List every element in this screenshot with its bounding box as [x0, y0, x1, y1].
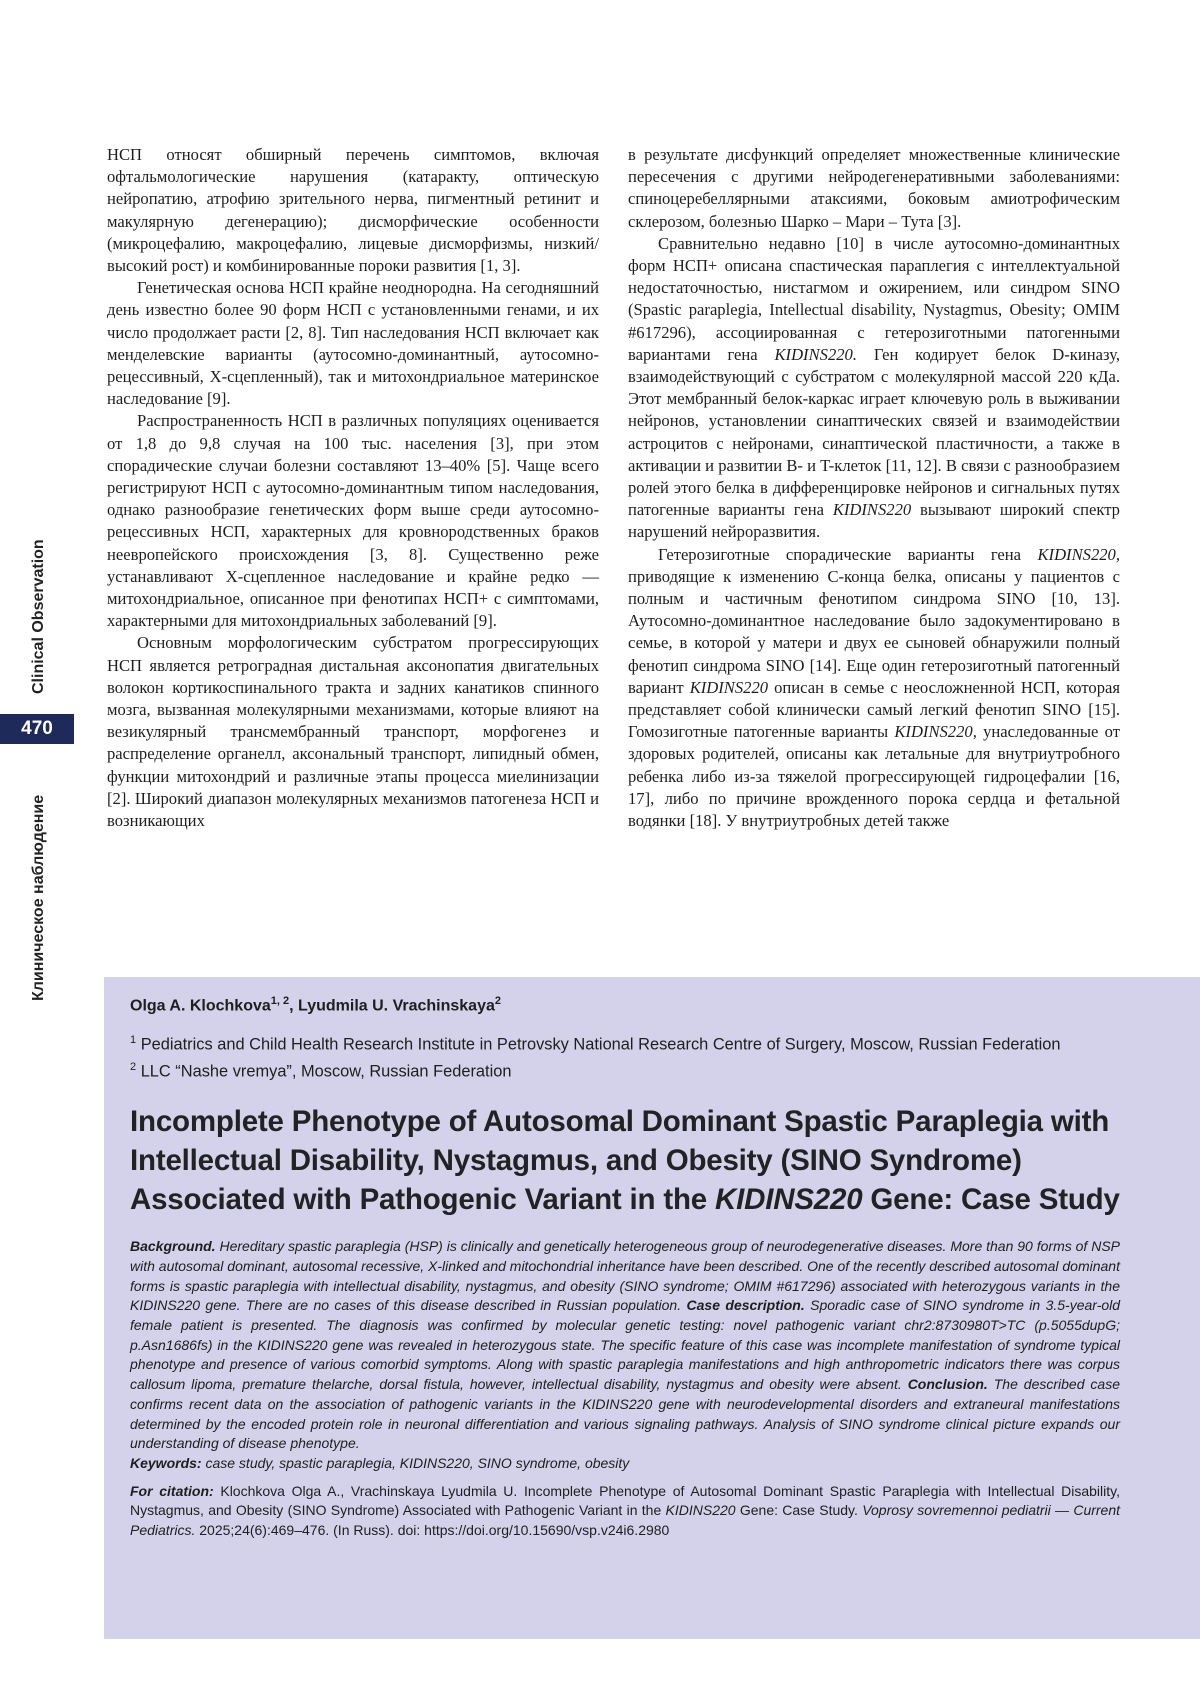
paragraph: НСП относят обширный перечень симптомов, включая офтальмологические нарушения (катаракту, оптическую нейропатию, атрофию зрительного нерва, пигментный ретинит и макулярную дегенерацию); дисморфические особенности (микроцефалию, макроцефалию, лицевые дисморфизмы, низкий/высокий рост) и комбинированные пороки развития [1, 3].: [107, 145, 599, 276]
gene-name: KIDINS220,: [1037, 544, 1120, 564]
affiliation-2: $^2$ LLC “Nashe vremya”, Moscow, Russian Federation: [130, 1060, 512, 1081]
paragraph: Основным морфологическим субстратом прогрессирующих НСП является ретроградная дистальная аксонопатия двигательных волокон кортикоспинального тракта и задних канатиков спинного мозга, вызванная молекулярными механизмами, которые влияют на везикулярный трансмембранный транспорт, морфогенез и распределение органелл, аксональный транспорт, липидный обмен, функции митохондрий и различные этапы процесса миелинизации [2]. Широкий диапазон молекулярных механизмов патогенеза НСП и возникающих: [107, 633, 599, 831]
section-label-ru: Клиническое наблюдение: [30, 794, 47, 1001]
citation: For citation: Klochkova Olga A., Vrachinskaya Lyudmila U. Incomplete Phenotype of Autosomal Dominant Spastic Paraplegia with Intellectual Disability, Nystagmus, and Obesity (SINO Syndrome) Associated with Pathogenic Variant in the KIDINS220 Gene: Case Study. Voprosy sovremennoi pediatrii — Current Pediatrics. 2025;24(6):469–476. (In Russ). doi: https://doi.org/10.15690/vsp.v24i6.2980: [130, 1482, 1121, 1539]
paragraph: Распространенность НСП в различных популяциях оценивается от 1,8 до 9,8 случая на 100 тыс. населения [3], при этом спорадические случаи болезни составляют 13–40% [5]. Чаще всего регистрируют НСП с аутосомно-доминантным типом наследования, однако разнообразие генетических форм выше среди аутосомно-рецессивных НСП, характерных для кровнородственных браков неевропейского происхождения [3, 8]. Существенно реже устанавливают X-сцепленное наследование и крайне редко — митохондриальное, описанное при фенотипах НСП+ с симптомами, характерными для митохондриальных заболеваний [9].: [107, 411, 599, 631]
gene-name: KIDINS220: [689, 677, 769, 697]
affiliation-1: $^1$ Pediatrics and Child Health Research Institute in Petrovsky National Research Centre of Surgery, Moscow, Russian Federation: [130, 1034, 1061, 1054]
keywords: Keywords: case study, spastic paraplegia, KIDINS220, SINO syndrome, obesity: [130, 1455, 630, 1471]
authors: Olga A. Klochkova$^{1, 2}$, Lyudmila U. Vrachinskaya$^2$: [130, 995, 501, 1015]
english-abstract-box: [104, 977, 1200, 1639]
body-column-right: [628, 144, 1120, 832]
gene-name: KIDINS220,: [894, 722, 977, 742]
body-column-left: [107, 144, 599, 832]
page-number: 470: [0, 714, 74, 744]
paragraph: Гетерозиготные спорадические варианты гена KIDINS220, приводящие к изменению C-конца белка, описаны у пациентов с полным и частичным фенотипом синдрома SINO [10, 13]. Аутосомно-доминантное наследование было задокументировано в семье, в которой у матери и двух ее сыновей обнаружили полный фенотип синдрома SINO [14]. Еще один гетерозиготный патогенный вариант KIDINS220 описан в семье с неосложненной НСП, которая представляет собой клинически самый легкий фенотип SINO [15]. Гомозиготные патогенные варианты KIDINS220, унаследованные от здоровых родителей, описаны как летальные для внутриутробного ребенка либо из-за тяжелой прогрессирующей гидроцефалии [16, 17], либо по причине врожденного порока сердца и фетальной водянки [18]. У внутриутробных детей также: [628, 544, 1120, 831]
section-label-en: Clinical Observation: [30, 539, 47, 694]
gene-name: KIDINS220: [832, 500, 912, 520]
abstract-text: Background. Hereditary spastic paraplegia (HSP) is clinically and genetically heterogeneous group of neurodegenerative diseases. More than 90 forms of NSP with autosomal dominant, autosomal recessive, X-linked and mitochondrial inheritance have been described. One of the recently described autosomal dominant forms is spastic paraplegia with intellectual disability, nystagmus, and obesity (SINO syndrome; OMIM #617296) associated with heterozygous variants in the KIDINS220 gene. There are no cases of this disease described in Russian population. Case description. Sporadic case of SINO syndrome in 3.5-year-old female patient is presented. The diagnosis was confirmed by molecular genetic testing: novel pathogenic variant chr2:8730980T>TC (p.5055dupG; p.Asn1686fs) in the KIDINS220 gene was revealed in heterozygous state. The specific feature of this case was incomplete manifestation of syndrome typical phenotype and presence of various comorbid symptoms. Along with spastic paraplegia manifestations and high anthropometric indicators there was corpus callosum lipoma, premature thelarche, dorsal fistula, however, intellectual disability, nystagmus and obesity were absent. Conclusion. The described case confirms recent data on the association of pathogenic variants in the KIDINS220 gene with neurodevelopmental disorders and extraneural manifestations determined by the encoded protein role in neuronal differentiation and various signaling pathways. Analysis of SINO syndrome clinical picture expands our understanding of disease phenotype.: [130, 1238, 1121, 1452]
article-title-en: Incomplete Phenotype of Autosomal Dominant Spastic Paraplegia with Intellectual Disability, Nystagmus, and Obesity (SINO Syndrome) Associated with Pathogenic Variant in the KIDINS220 Gene: Case Study: [130, 1105, 1120, 1217]
gene-name: KIDINS220.: [774, 344, 857, 364]
paragraph: Сравнительно недавно [10] в числе аутосомно-доминантных форм НСП+ описана спастическая параплегия с интеллектуальной недостаточностью, нистагмом и ожирением, или синдром SINO (Spastic paraplegia, Intellectual disability, Nystagmus, Obesity; OMIM #617296), ассоциированная с гетерозиготными патогенными вариантами гена KIDINS220. Ген кодирует белок D-киназу, взаимодействующий с субстратом с молекулярной массой 220 кДа. Этот мембранный белок-каркас играет ключевую роль в выживании нейронов, установлении синаптических связей и взаимодействии астроцитов с нейронами, синаптической пластичности, а также в активации и развитии B- и T-клеток [11, 12]. В связи с разнообразием ролей этого белка в дифференцировке нейронов и сигнальных путях патогенные варианты гена KIDINS220 вызывают широкий спектр нарушений нейроразвития.: [628, 233, 1120, 542]
paragraph: Генетическая основа НСП крайне неоднородна. На сегодняшний день известно более 90 форм НСП с установленными генами, и их число продолжает расти [2, 8]. Тип наследования НСП включает как менделевские варианты (аутосомно-доминантный, аутосомно-рецессивный, X-сцепленный), так и митохондриальное материнское наследование [9].: [107, 278, 599, 409]
paragraph: в результате дисфункций определяет множественные клинические пересечения с другими нейродегенеративными заболеваниями: спиноцеребеллярными атаксиями, боковым амиотрофическим склерозом, болезнью Шарко – Мари – Тута [3].: [628, 145, 1120, 231]
